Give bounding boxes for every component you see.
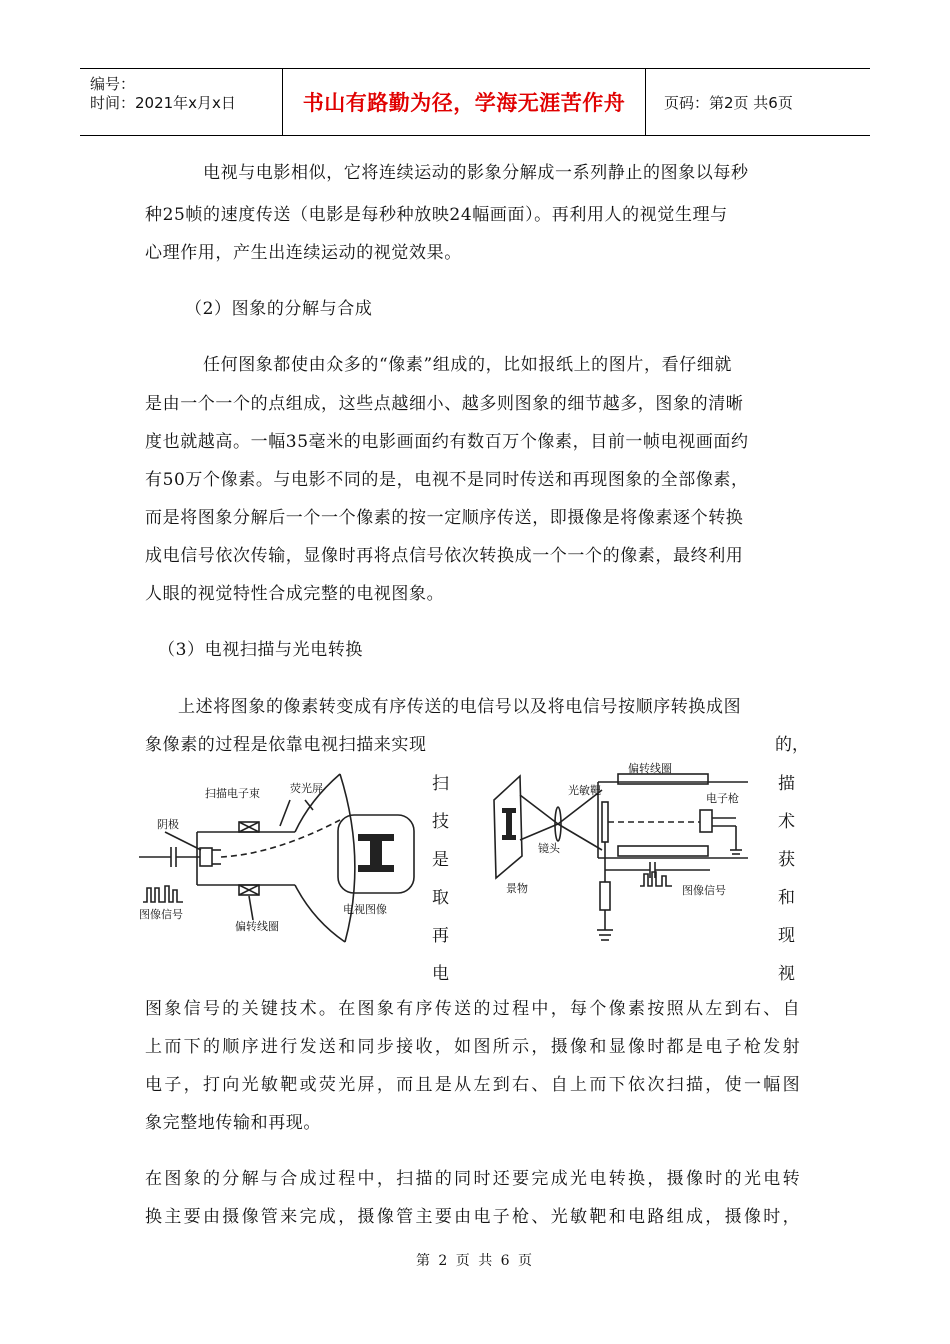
col-mid-2: 技 bbox=[432, 812, 449, 832]
fig1-scan-beam-label: 扫描电子束 bbox=[205, 787, 260, 800]
col-mid-3: 是 bbox=[432, 850, 449, 870]
header-motto: 书山有路勤为径，学海无涯苦作舟 bbox=[283, 69, 646, 135]
date-label: 时间：2021年x月x日 bbox=[90, 94, 236, 112]
fig1-phosphor-label: 荧光屏 bbox=[290, 782, 323, 795]
p2-line-7: 人眼的视觉特性合成完整的电视图象。 bbox=[145, 584, 445, 604]
fig1-cathode-label: 阴极 bbox=[157, 818, 179, 831]
p2-line-6: 成电信号依次传输，显像时再将点信号依次转换成一个一个的像素，最终利用 bbox=[145, 546, 744, 566]
p3-line-4: 上而下的顺序进行发送和同步接收，如图所示，摄像和显像时都是电子枪发射 bbox=[145, 1037, 800, 1057]
fig2-coil-label: 偏转线圈 bbox=[628, 762, 672, 775]
p2-line-4: 有50万个像素。与电影不同的是，电视不是同时传送和再现图象的全部像素， bbox=[145, 470, 749, 490]
p3-line-5: 电子，打向光敏靶或荧光屏，而且是从左到右、自上而下依次扫描，使一幅图 bbox=[145, 1075, 800, 1095]
fig2-gun-label: 电子枪 bbox=[706, 792, 739, 805]
col-mid-1: 扫 bbox=[432, 774, 449, 794]
p3-line-1: 上述将图象的像素转变成有序传送的电信号以及将电信号按顺序转换成图 bbox=[178, 697, 742, 717]
col-right-6: 视 bbox=[778, 964, 795, 984]
col-mid-4: 取 bbox=[432, 888, 449, 908]
p3-line-2-left: 象像素的过程是依靠电视扫描来实现 bbox=[145, 735, 427, 755]
fig2-signal-label: 图像信号 bbox=[682, 884, 726, 897]
p2-line-5: 而是将图象分解后一个一个像素的按一定顺序传送，即摄像是将像素逐个转换 bbox=[145, 508, 744, 528]
col-right-5: 现 bbox=[778, 926, 795, 946]
page-footer: 第 2 页 共 6 页 bbox=[415, 1253, 535, 1269]
p4-line-1: 在图象的分解与合成过程中，扫描的同时还要完成光电转换，摄像时的光电转 bbox=[145, 1169, 800, 1189]
crt-display-diagram bbox=[135, 770, 420, 970]
fig2-lens-label: 镜头 bbox=[538, 842, 560, 855]
page-header bbox=[80, 68, 870, 136]
fig2-object-label: 景物 bbox=[506, 882, 528, 895]
col-right-4: 和 bbox=[778, 888, 795, 908]
col-mid-5: 再 bbox=[432, 926, 449, 946]
col-mid-6: 电 bbox=[432, 964, 449, 984]
fig2-target-label: 光敏靶 bbox=[568, 784, 601, 797]
p2-line-2: 是由一个一个的点组成，这些点越细小、越多则图象的细节越多，图象的清晰 bbox=[145, 394, 744, 414]
col-right-3: 获 bbox=[778, 850, 795, 870]
col-right-1: 描 bbox=[778, 774, 795, 794]
fig1-coil-label: 偏转线圈 bbox=[235, 920, 279, 933]
camera-tube-diagram bbox=[490, 762, 760, 970]
p1-line-2: 种25帧的速度传送（电影是每秒种放映24幅画面）。再利用人的视觉生理与 bbox=[145, 205, 728, 225]
section-heading-2: （2）图象的分解与合成 bbox=[185, 299, 373, 319]
p4-line-2: 换主要由摄像管来完成，摄像管主要由电子枪、光敏靶和电路组成，摄像时， bbox=[145, 1207, 800, 1227]
header-meta-cell bbox=[80, 69, 283, 135]
col-right-2: 术 bbox=[778, 812, 795, 832]
p2-line-3: 度也就越高。一幅35毫米的电影画面约有数百万个像素，目前一帧电视画面约 bbox=[145, 432, 749, 452]
p3-line-6: 象完整地传输和再现。 bbox=[145, 1113, 321, 1133]
p1-line-1: 电视与电影相似，它将连续运动的影象分解成一系列静止的图象以每秒 bbox=[203, 163, 749, 183]
p2-line-1: 任何图象都使由众多的“像素”组成的，比如报纸上的图片，看仔细就 bbox=[203, 355, 732, 375]
fig1-signal-label: 图像信号 bbox=[139, 908, 183, 921]
section-heading-3: （3）电视扫描与光电转换 bbox=[158, 640, 364, 660]
p1-line-3: 心理作用，产生出连续运动的视觉效果。 bbox=[145, 243, 462, 263]
p3-line-3: 图象信号的关键技术。在图象有序传送的过程中，每个像素按照从左到右、自 bbox=[145, 999, 800, 1019]
code-label: 编号： bbox=[90, 75, 136, 93]
fig1-tv-image-label: 电视图像 bbox=[343, 903, 387, 916]
p3-line-2-right: 的， bbox=[775, 735, 809, 755]
header-page-info: 页码：第2页 共6页 bbox=[664, 93, 793, 112]
